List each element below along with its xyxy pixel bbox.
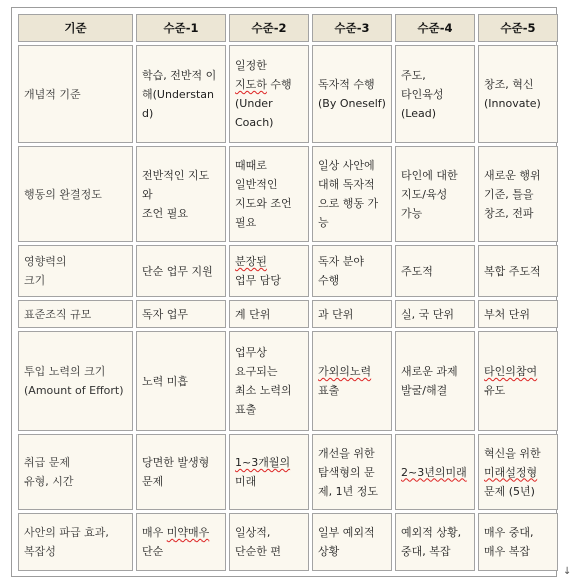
criterion-line: 복잡성 bbox=[24, 545, 56, 558]
level-2-cell bbox=[229, 245, 309, 297]
criterion-cell bbox=[18, 331, 133, 431]
cell-line: 매우 중대, bbox=[484, 526, 534, 539]
cell-line: 당면한 발생형 bbox=[142, 456, 210, 469]
cell-line: 기준, 틀을 bbox=[484, 187, 534, 201]
cell-line: 매우 복잡 bbox=[484, 545, 531, 558]
criterion-cell bbox=[18, 513, 133, 571]
cell-line: 조언 필요 bbox=[142, 206, 189, 220]
criterion-line: 취급 문제 bbox=[24, 456, 71, 469]
cell-line: 발굴/해결 bbox=[401, 384, 448, 397]
level-3-cell bbox=[312, 300, 392, 328]
header-level-2: 수준-2 bbox=[229, 14, 309, 42]
criterion-line: 크기 bbox=[24, 274, 46, 287]
cell-line: 으로 행동 가 bbox=[318, 197, 379, 210]
level-3-cell bbox=[312, 146, 392, 242]
level-2-cell bbox=[229, 331, 309, 431]
cell-line: 문제 (5년) bbox=[484, 484, 535, 498]
criterion-cell bbox=[18, 45, 133, 143]
cell-line: 1~3개월의 bbox=[235, 456, 291, 469]
cell-line: 업무 담당 bbox=[235, 274, 282, 287]
cell-line: 해(Understand) bbox=[142, 87, 214, 120]
criterion-line: (Amount of Effort) bbox=[24, 384, 124, 397]
cell-line: 때때로 bbox=[235, 159, 267, 172]
cell-line: 독자 업무 bbox=[142, 307, 189, 321]
table-row bbox=[18, 513, 558, 571]
level-4-cell bbox=[395, 245, 475, 297]
cell-line: 수행 bbox=[318, 274, 340, 287]
criteria-table-frame bbox=[11, 7, 557, 577]
header-level-1: 수준-1 bbox=[136, 14, 226, 42]
level-1-cell bbox=[136, 245, 226, 297]
cell-line: 과 단위 bbox=[318, 307, 354, 321]
cell-line: 타인에 대한 bbox=[401, 168, 458, 182]
cell-line: 필요 bbox=[235, 216, 257, 229]
cell-line: Coach) bbox=[235, 116, 274, 129]
cell-line: 가외의노력 bbox=[318, 365, 372, 378]
cell-line: 일반적인 bbox=[235, 178, 278, 191]
cell-line: 분장된 bbox=[235, 255, 267, 268]
cell-line: 지도와 조언 bbox=[235, 197, 292, 210]
header-criterion: 기준 bbox=[18, 14, 133, 42]
level-1-cell bbox=[136, 146, 226, 242]
table-row bbox=[18, 331, 558, 431]
cell-line: 가능 bbox=[401, 206, 423, 220]
cell-line: 지도/육성 bbox=[401, 187, 448, 201]
table-row bbox=[18, 300, 558, 328]
cell-line: 매우 미약매우 bbox=[142, 526, 210, 539]
competency-level-table bbox=[15, 11, 561, 574]
cell-line: 독자 분야 bbox=[318, 255, 365, 268]
level-4-cell bbox=[395, 513, 475, 571]
level-5-cell bbox=[478, 146, 558, 242]
cell-line: 지도하 수행 bbox=[235, 78, 292, 91]
criterion-cell bbox=[18, 146, 133, 242]
level-2-cell bbox=[229, 146, 309, 242]
table-row bbox=[18, 45, 558, 143]
cell-line: 단순한 편 bbox=[235, 545, 282, 558]
cell-line: (Innovate) bbox=[484, 97, 541, 110]
level-1-cell bbox=[136, 331, 226, 431]
cell-line: 예외적 상황, bbox=[401, 526, 462, 539]
cell-line: 문제 bbox=[142, 475, 164, 488]
criterion-line: 유형, 시간 bbox=[24, 475, 74, 488]
cell-line: 대해 독자적 bbox=[318, 178, 375, 191]
cell-line: 개선을 위한 bbox=[318, 446, 375, 460]
level-3-cell bbox=[312, 331, 392, 431]
header-row bbox=[18, 14, 558, 42]
level-5-cell bbox=[478, 300, 558, 328]
cell-line: 와 bbox=[142, 187, 153, 201]
level-5-cell bbox=[478, 245, 558, 297]
table-row bbox=[18, 146, 558, 242]
cell-line: 탐색형의 문 bbox=[318, 465, 375, 479]
criterion-cell bbox=[18, 434, 133, 510]
cell-line: 타인육성 bbox=[401, 87, 444, 101]
level-2-cell bbox=[229, 45, 309, 143]
level-3-cell bbox=[312, 434, 392, 510]
level-2-cell bbox=[229, 513, 309, 571]
cell-line: 새로운 과제 bbox=[401, 365, 458, 378]
cell-line: 복합 주도적 bbox=[484, 264, 541, 278]
cell-line: 최소 노력의 bbox=[235, 384, 292, 397]
level-1-cell bbox=[136, 45, 226, 143]
cell-line: 일정한 bbox=[235, 59, 267, 72]
cell-line: 혁신을 위한 bbox=[484, 446, 541, 460]
cell-line: 업무상 bbox=[235, 346, 267, 359]
cell-line: 계 단위 bbox=[235, 307, 271, 321]
level-4-cell bbox=[395, 146, 475, 242]
level-5-cell bbox=[478, 434, 558, 510]
cell-line: 일상 사안에 bbox=[318, 159, 375, 172]
cell-line: 부처 단위 bbox=[484, 307, 531, 321]
cell-line: 주도적 bbox=[401, 264, 433, 278]
cell-line: 상황 bbox=[318, 545, 340, 558]
cell-line: (Under bbox=[235, 97, 273, 110]
criterion-line: 표준조직 규모 bbox=[24, 307, 92, 321]
table-row bbox=[18, 245, 558, 297]
header-level-4: 수준-4 bbox=[395, 14, 475, 42]
level-2-cell bbox=[229, 300, 309, 328]
level-4-cell bbox=[395, 434, 475, 510]
table-body bbox=[18, 45, 558, 571]
cell-line: 제, 1년 정도 bbox=[318, 484, 378, 498]
cell-line: 미래 bbox=[235, 475, 257, 488]
cell-line: 요구되는 bbox=[235, 365, 278, 378]
cell-line: 타인의참여 bbox=[484, 365, 538, 378]
criterion-line: 개념적 기준 bbox=[24, 87, 81, 101]
cell-line: 학습, 전반적 이 bbox=[142, 68, 217, 82]
cell-line: 새로운 행위 bbox=[484, 168, 541, 182]
level-3-cell bbox=[312, 513, 392, 571]
level-5-cell bbox=[478, 45, 558, 143]
cell-line: 전반적인 지도 bbox=[142, 168, 210, 182]
cell-line: 표출 bbox=[235, 403, 257, 416]
cell-line: 단순 업무 지원 bbox=[142, 264, 213, 278]
level-4-cell bbox=[395, 300, 475, 328]
cell-line: 독자적 수행 bbox=[318, 78, 375, 91]
criterion-line: 투입 노력의 크기 bbox=[24, 365, 106, 378]
level-5-cell bbox=[478, 513, 558, 571]
cell-line: 주도, bbox=[401, 68, 426, 82]
cell-line: 중대, 복잡 bbox=[401, 545, 451, 558]
paragraph-mark: ↓ bbox=[563, 566, 572, 577]
cell-line: (By Oneself) bbox=[318, 97, 386, 110]
criterion-line: 영향력의 bbox=[24, 255, 67, 268]
level-1-cell bbox=[136, 300, 226, 328]
level-1-cell bbox=[136, 434, 226, 510]
cell-line: 미래설정형 bbox=[484, 465, 538, 479]
level-1-cell bbox=[136, 513, 226, 571]
cell-line: 2~3년의미래 bbox=[401, 465, 467, 479]
level-4-cell bbox=[395, 45, 475, 143]
criterion-cell bbox=[18, 300, 133, 328]
criterion-line: 사안의 파급 효과, bbox=[24, 526, 109, 539]
level-4-cell bbox=[395, 331, 475, 431]
level-5-cell bbox=[478, 331, 558, 431]
cell-line: 창조, 전파 bbox=[484, 206, 534, 220]
header-level-5: 수준-5 bbox=[478, 14, 558, 42]
cell-line: 일상적, bbox=[235, 526, 271, 539]
table-row bbox=[18, 434, 558, 510]
header-level-3: 수준-3 bbox=[312, 14, 392, 42]
criterion-line: 행동의 완결정도 bbox=[24, 187, 102, 201]
criterion-cell bbox=[18, 245, 133, 297]
level-3-cell bbox=[312, 245, 392, 297]
cell-line: 단순 bbox=[142, 545, 164, 558]
level-3-cell bbox=[312, 45, 392, 143]
cell-line: 창조, 혁신 bbox=[484, 78, 534, 91]
cell-line: 일부 예외적 bbox=[318, 526, 375, 539]
cell-line: 실, 국 단위 bbox=[401, 307, 454, 321]
cell-line: (Lead) bbox=[401, 106, 437, 120]
cell-line: 표출 bbox=[318, 384, 340, 397]
cell-line: 노력 미흡 bbox=[142, 374, 189, 388]
cell-line: 능 bbox=[318, 216, 329, 229]
level-2-cell bbox=[229, 434, 309, 510]
cell-line: 유도 bbox=[484, 384, 506, 397]
